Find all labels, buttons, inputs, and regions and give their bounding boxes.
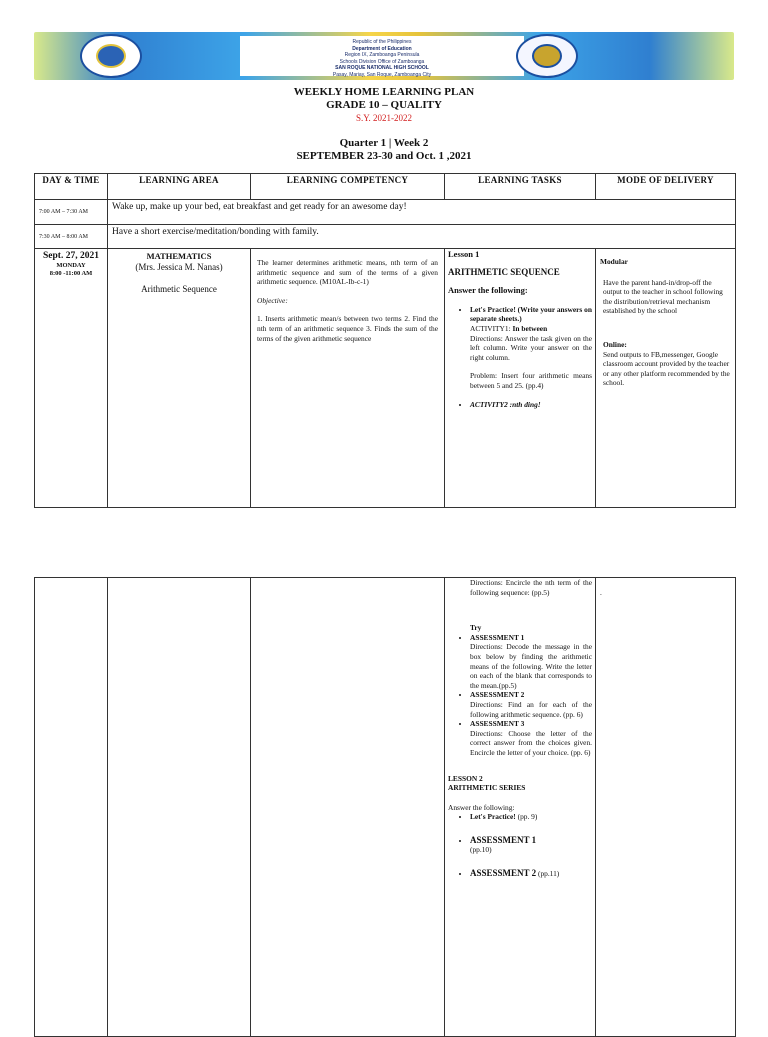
- practice-title: Let's Practice!: [470, 812, 516, 822]
- try-label: Try: [470, 623, 482, 633]
- column-header: LEARNING TASKS: [445, 174, 596, 200]
- activity-directions: Directions: Answer the task given on the left column. Write your answer on the right column.: [470, 333, 592, 362]
- assessment-directions: Directions: Find an for each of the following arithmetic sequence. (pp. 6): [470, 699, 592, 719]
- subject-name: MATHEMATICS: [146, 251, 212, 261]
- learning-area-cell: [108, 249, 251, 508]
- topic-name: Arithmetic Sequence: [141, 284, 217, 294]
- table-row: [35, 249, 736, 508]
- assessment-directions: Directions: Choose the letter of the correct answer from the choices given. Encircle the letter of your choice. (pp. 6): [470, 728, 592, 757]
- grade-label: GRADE 10 – QUALITY: [326, 99, 442, 111]
- teacher-name: (Mrs. Jessica M. Nanas): [135, 262, 223, 272]
- learning-plan-table: [34, 173, 736, 508]
- lesson2-label: LESSON 2: [448, 773, 483, 783]
- time-cell: 7:30 AM – 8:00 AM: [35, 225, 108, 249]
- answer-label: Answer the following:: [448, 285, 528, 296]
- banner-line: Pasay, Mariay, San Roque, Zamboanga City: [332, 71, 432, 78]
- banner-line: Department of Education: [352, 45, 412, 52]
- modular-label: Modular: [600, 257, 628, 266]
- assessment-title: ASSESSMENT 3: [470, 719, 525, 729]
- directions-text: Directions: Encircle the nth term of the following sequence: (pp.5): [470, 578, 592, 597]
- header-banner: [34, 32, 734, 80]
- practice-text: Let's Practice! (Write your answers on separate sheets.): [470, 304, 592, 324]
- competency-cell: [251, 249, 445, 508]
- empty-cell: [251, 578, 445, 1037]
- learning-tasks-cell: [445, 249, 596, 508]
- lesson2-title: ARITHMETIC SERIES: [448, 783, 526, 793]
- list-item: [470, 633, 592, 691]
- competency-text: The learner determines arithmetic means, nth term of an arithmetic sequence and sum of the terms of a given arithmetic sequence. (M10AL-Ib-c-1): [257, 258, 438, 287]
- banner-line: SAN ROQUE NATIONAL HIGH SCHOOL: [335, 65, 429, 71]
- banner-line: Region IX, Zamboanga Peninsula: [344, 52, 420, 58]
- document-title: WEEKLY HOME LEARNING PLAN: [293, 86, 475, 98]
- school-seal-icon: [80, 34, 142, 78]
- table-header-row: [35, 174, 736, 200]
- column-header: DAY & TIME: [35, 174, 108, 200]
- empty-cell: [35, 578, 108, 1037]
- assessment-title: ASSESSMENT 1: [470, 834, 537, 845]
- banner-text: [240, 36, 524, 76]
- answer-label: Answer the following:: [448, 802, 515, 812]
- learning-tasks-cell: [445, 578, 596, 1037]
- activity2-label: ACTIVITY2 :nth ding!: [470, 399, 541, 409]
- list-item: [470, 305, 592, 391]
- assessment-title: ASSESSMENT 2: [470, 868, 537, 879]
- assessment-title: ASSESSMENT 1: [470, 632, 525, 642]
- lesson-heading: ARITHMETIC SEQUENCE: [448, 266, 560, 277]
- list-item: [470, 400, 592, 410]
- school-year: S.Y. 2021-2022: [355, 113, 413, 123]
- list-item: [470, 812, 592, 822]
- mode-of-delivery-cell: [596, 249, 736, 508]
- assessment-directions: Directions: Decode the message in the box below by finding the arithmetic means of the following. Write the letter on each of the blank that corresponds to the mean.(pp.5): [470, 642, 592, 690]
- online-text: Send outputs to FB,messenger, Google classroom account provided by the teacher or any other platform recommended by the school.: [603, 349, 730, 388]
- list-item: [470, 690, 592, 719]
- page-ref: (pp.10): [470, 845, 492, 855]
- activity-title: In between: [512, 323, 548, 333]
- assessment-title: ASSESSMENT 2: [470, 690, 525, 700]
- day-weekday: MONDAY: [56, 262, 86, 269]
- table-row: [35, 225, 736, 249]
- column-header: LEARNING AREA: [108, 174, 251, 200]
- list-item: [470, 836, 592, 855]
- list-item: [470, 869, 592, 879]
- mode-of-delivery-cell: .: [596, 578, 736, 1037]
- deped-seal-icon: [516, 34, 578, 78]
- empty-cell: [108, 578, 251, 1037]
- column-header: MODE OF DELIVERY: [596, 174, 736, 200]
- lesson-label: Lesson 1: [448, 249, 480, 259]
- quarter-week: Quarter 1 | Week 2: [339, 137, 429, 149]
- online-label: Online:: [603, 339, 627, 349]
- objectives-text: 1. Inserts arithmetic mean/s between two terms 2. Find the nth term of an arithmetic sequence 3. Finds the sum of the terms of the given arithmetic sequence: [257, 314, 438, 343]
- list-item: [470, 719, 592, 757]
- banner-line: Schools Division Office of Zamboanga: [339, 58, 425, 65]
- routine-text: Wake up, make up your bed, eat breakfast and get ready for an awesome day!: [108, 200, 736, 225]
- learning-plan-table-continued: [34, 577, 736, 1037]
- routine-text: Have a short exercise/meditation/bonding with family.: [108, 225, 736, 249]
- date-range: SEPTEMBER 23-30 and Oct. 1 ,2021: [296, 150, 472, 162]
- table-row: [35, 200, 736, 225]
- page-ref: (pp. 9): [517, 812, 538, 822]
- column-header: LEARNING COMPETENCY: [251, 174, 445, 200]
- objective-label: Objective:: [257, 295, 288, 305]
- time-cell: 7:00 AM – 7:30 AM: [35, 200, 108, 225]
- problem-text: Problem: Insert four arithmetic means between 5 and 25. (pp.4): [470, 371, 592, 390]
- activity-label: ACTIVITY1:: [470, 323, 513, 333]
- day-time: 8:00 -11:00 AM: [49, 270, 93, 277]
- banner-line: Republic of the Philippines: [352, 39, 412, 45]
- modular-text: Have the parent hand-in/drop-off the output to the teacher in school following the distribution/retrieval mechanism established by the school: [603, 277, 723, 316]
- page-ref: (pp.11): [537, 869, 560, 879]
- day-cell: [35, 249, 108, 508]
- day-date: Sept. 27, 2021: [43, 251, 99, 261]
- table-row: [35, 578, 736, 1037]
